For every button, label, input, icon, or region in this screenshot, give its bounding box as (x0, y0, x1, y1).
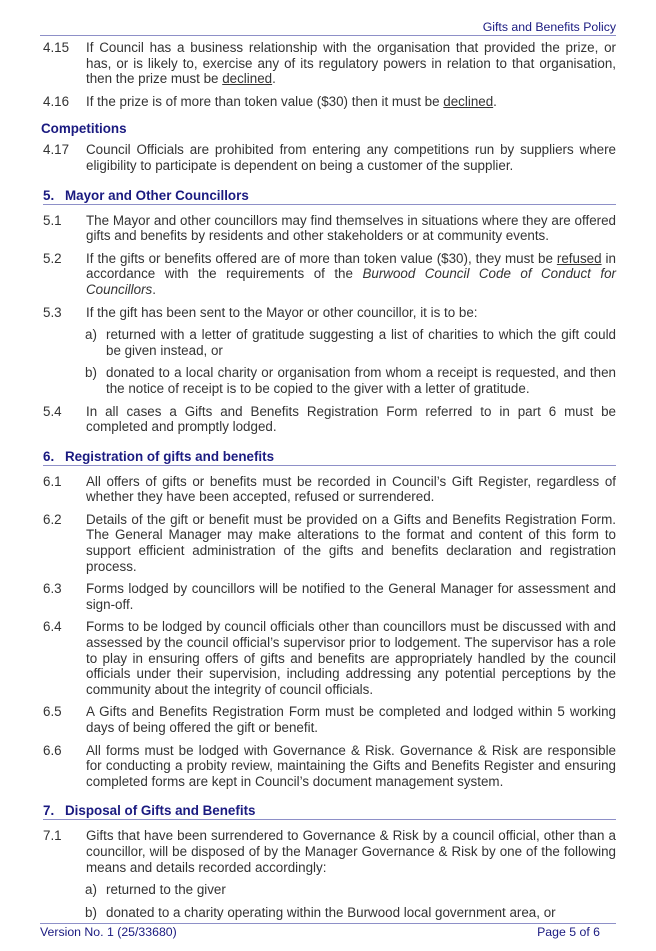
clause-5-2: 5.2 If the gifts or benefits offered are of more than token value ($30), they must be refused in accordance with the requirements of the Burwood Council Code of Conduct for Councillors. (43, 250, 616, 297)
clause-4-16 (40, 94, 616, 110)
clause-6-1: 6.1 All offers of gifts or benefits must be recorded in Council’s Gift Register, regardless of whether they have been accepted, refused or surrendered. (43, 473, 616, 505)
clause-5-4: 5.4 In all cases a Gifts and Benefits Registration Form referred to in part 6 must be completed and promptly lodged. (43, 403, 616, 435)
clause-6-6: 6.6 All forms must be lodged with Governance & Risk. Governance & Risk are responsible for conducting a probity review, maintaining the Gifts and Benefits Register and ensuring completed forms are kept in Council’s document management system. (43, 742, 616, 789)
clause-text: Council Officials are prohibited from entering any competitions run by suppliers where eligibility to participate is dependent on being a customer of the supplier. (86, 142, 616, 173)
clause-number: 4.16 (43, 93, 70, 109)
page-header: Gifts and Benefits Policy (40, 20, 616, 36)
clause-4-17 (40, 142, 616, 173)
clause-6-4: 6.4 Forms to be lodged by council officials other than councillors must be discussed with and assessed by the council official’s supervisor prior to lodgement. The supervisor has a role to play in ensuring offers of gifts and benefits are appropriately handled by the council officials under their supervision, including addressing any potential perceptions by the community about the integrity of council officials. (43, 619, 616, 697)
sub-clause-5-3-b: b) donated to a local charity or organisation from whom a receipt is requested, and then the notice of receipt is to be copied to the giver with a letter of gratitude. (85, 365, 616, 396)
underlined-term: declined (443, 93, 494, 109)
clause-4-15 (40, 40, 616, 87)
sub-clause-7-1-a: a) returned to the giver (85, 882, 226, 898)
clause-6-2: 6.2 Details of the gift or benefit must be provided on a Gifts and Benefits Registration Form. The General Manager may make alterations to the format and content of this form to support efficient administration of the gifts and benefits declaration and registration process. (43, 511, 616, 574)
clause-text: If the prize is of more than token value ($30) then it must be declined. (86, 93, 497, 109)
clause-5-1: 5.1 The Mayor and other councillors may find themselves in situations where they are offered gifts and benefits by residents and other stakeholders or at community events. (43, 212, 616, 244)
sub-clause-5-3-a: a) returned with a letter of gratitude suggesting a list of charities to which the gift could be given instead, or (85, 327, 616, 358)
clause-text: If Council has a business relationship with the organisation that provided the prize, or has, or is likely to, exercise any of its regulatory powers in relation to that organisation, then the prize must be declined. (86, 40, 616, 87)
section-6-heading: 6. Registration of gifts and benefits (43, 449, 616, 466)
clause-7-1: 7.1 Gifts that have been surrendered to Governance & Risk by a council official, other than a councillor, will be disposed of by the Manager Governance & Risk by one of the following means and details recorded accordingly: (43, 828, 616, 875)
clause-5-3: 5.3 If the gift has been sent to the Mayor or other councillor, it is to be: (43, 304, 478, 320)
page-footer (40, 923, 616, 939)
underlined-term: refused (556, 250, 602, 266)
competitions-heading: Competitions (41, 121, 127, 137)
section-7-heading: 7. Disposal of Gifts and Benefits (43, 803, 616, 820)
sub-clause-7-1-b: b) donated to a charity operating within the Burwood local government area, or (85, 904, 556, 920)
page-content (40, 40, 616, 927)
clause-6-3: 6.3 Forms lodged by councillors will be notified to the General Manager for assessment and sign-off. (43, 581, 616, 612)
underlined-term: declined (222, 71, 273, 87)
code-of-conduct-title: Burwood Council Code of Conduct for Councillors (86, 266, 616, 297)
page-number: Page 5 of 6 (537, 925, 600, 939)
clause-number: 4.17 (43, 142, 70, 158)
clause-6-5: 6.5 A Gifts and Benefits Registration Form must be completed and lodged within 5 working days of being offered the gift or benefit. (43, 704, 616, 735)
version-number: Version No. 1 (25/33680) (40, 925, 177, 939)
clause-number: 4.15 (43, 40, 70, 55)
section-5-heading: 5. Mayor and Other Councillors (43, 188, 616, 205)
